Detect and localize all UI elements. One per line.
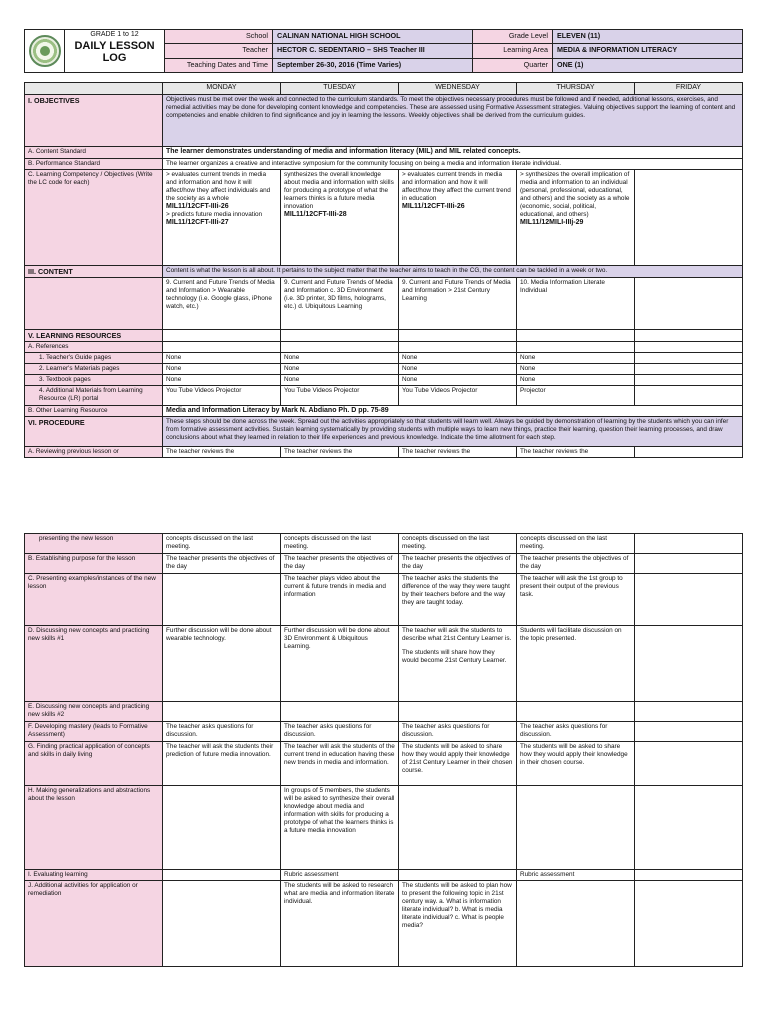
quarter-label: Quarter [473, 58, 553, 72]
purpose-wed: The teacher presents the objectives of the day [399, 554, 517, 574]
discussing-1-thu: Students will facilitate discussion on the topic presented. [517, 626, 635, 702]
discussing-1-wed-text2: The students will share how they would become 21st Century Learner. [402, 649, 507, 664]
am-fri [635, 385, 743, 405]
references-empty-wed [399, 341, 517, 352]
discussing-1-wed [399, 626, 517, 702]
content-standard-label: A. Content Standard [25, 146, 163, 158]
competency-tuesday-code: MIL11/12CFT-IIIi-28 [284, 210, 347, 218]
references-empty-thu [517, 341, 635, 352]
teacher-value: HECTOR C. SEDENTARIO – SHS Teacher III [273, 44, 473, 58]
evaluating-thu: Rubric assessment [517, 870, 635, 881]
application-mon: The teacher will ask the students their prediction of future media innovation. [163, 742, 281, 786]
resources-empty-mon [163, 329, 281, 341]
teaching-dates-label: Teaching Dates and Time [165, 58, 273, 72]
day-friday: FRIDAY [635, 83, 743, 95]
content-label: III. CONTENT [25, 265, 163, 277]
review-wed-part2: concepts discussed on the last meeting. [399, 534, 517, 554]
purpose-thu: The teacher presents the objectives of the day [517, 554, 635, 574]
header-table [24, 29, 743, 73]
teaching-dates-value: September 26-30, 2016 (Time Varies) [273, 58, 473, 72]
learners-materials-label: 2. Learner's Materials pages [25, 363, 163, 374]
learning-area-value: MEDIA & INFORMATION LITERACY [553, 44, 743, 58]
discussing-2-tue [281, 702, 399, 722]
references-label: A. References [25, 341, 163, 352]
additional-activities-label: J. Additional activities for application or remediation [25, 881, 163, 967]
lm-thu: None [517, 363, 635, 374]
content-topics-label-cell [25, 277, 163, 329]
discussing-2-mon [163, 702, 281, 722]
mastery-label: F. Developing mastery (leads to Formative Assessment) [25, 722, 163, 742]
application-fri [635, 742, 743, 786]
competency-thursday [517, 169, 635, 265]
daily-lesson-title: DAILY LESSON [74, 39, 155, 52]
mastery-thu: The teacher asks questions for discussion. [517, 722, 635, 742]
additional-activities-thu [517, 881, 635, 967]
performance-standard-label: B. Performance Standard [25, 158, 163, 169]
generalization-thu [517, 786, 635, 870]
grade-level-value: ELEVEN (11) [553, 30, 743, 44]
generalization-fri [635, 786, 743, 870]
discussing-2-wed [399, 702, 517, 722]
content-thursday: 10. Media Information Literate Individual [517, 277, 635, 329]
resources-empty-fri [635, 329, 743, 341]
review-thu-part2: concepts discussed on the last meeting. [517, 534, 635, 554]
day-monday: MONDAY [163, 83, 281, 95]
lm-fri [635, 363, 743, 374]
competency-tuesday [281, 169, 399, 265]
lesson-table-page1 [24, 82, 743, 458]
application-thu: The students will be asked to share how they would apply their knowledge in their chosen course. [517, 742, 635, 786]
tg-mon: None [163, 352, 281, 363]
discussing-1-mon: Further discussion will be done about wearable technology. [163, 626, 281, 702]
content-friday [635, 277, 743, 329]
discussing-1-tue: Further discussion will be done about 3D Environment & Ubiquitous Learning. [281, 626, 399, 702]
learning-resources-label: V. LEARNING RESOURCES [25, 329, 163, 341]
performance-standard-text: The learner organizes a creative and interactive symposium for the community focusing on being a media and information literate individual. [163, 158, 743, 169]
teacher-label: Teacher [165, 44, 273, 58]
references-empty-mon [163, 341, 281, 352]
am-mon: You Tube Videos Projector [163, 385, 281, 405]
mastery-mon: The teacher asks questions for discussion. [163, 722, 281, 742]
purpose-fri [635, 554, 743, 574]
evaluating-label: I. Evaluating learning [25, 870, 163, 881]
discussing-2-fri [635, 702, 743, 722]
school-label: School [165, 30, 273, 44]
discussing-2-label: E. Discussing new concepts and practicing new skills #2 [25, 702, 163, 722]
references-empty-fri [635, 341, 743, 352]
competency-monday-text1: > evaluates current trends in media and information and how it will affect/how they affect individuals and the society as a whole [166, 170, 271, 202]
additional-materials-label: 4. Additional Materials from Learning Resource (LR) portal [25, 385, 163, 405]
examples-label: C. Presenting examples/instances of the new lesson [25, 574, 163, 626]
objectives-label: I. OBJECTIVES [25, 94, 163, 146]
other-resource-label: B. Other Learning Resource [25, 405, 163, 417]
generalization-label: H. Making generalizations and abstractions about the lesson [25, 786, 163, 870]
purpose-mon: The teacher presents the objectives of the day [163, 554, 281, 574]
evaluating-mon [163, 870, 281, 881]
review-thu-part1: The teacher reviews the [517, 447, 635, 458]
tb-wed: None [399, 374, 517, 385]
competency-wednesday-text: > evaluates current trends in media and information and how it will affect/how they affect the current trend in education [402, 170, 511, 202]
school-value: CALINAN NATIONAL HIGH SCHOOL [273, 30, 473, 44]
application-label: G. Finding practical application of concepts and skills in daily living [25, 742, 163, 786]
competency-friday [635, 169, 743, 265]
am-thu: Projector [517, 385, 635, 405]
competency-wednesday-code: MIL11/12CFT-IIIi-26 [402, 202, 465, 210]
review-lesson-label-part1: A. Reviewing previous lesson or [25, 447, 163, 458]
additional-activities-fri [635, 881, 743, 967]
learning-area-label: Learning Area [473, 44, 553, 58]
day-thursday: THURSDAY [517, 83, 635, 95]
lesson-table-page2 [24, 533, 743, 967]
review-mon-part1: The teacher reviews the [163, 447, 281, 458]
generalization-tue: In groups of 5 members, the students will be asked to synthesize their overall knowledge about media and information with skills for producing a prototype of what the learners thinks is a future media innovation [281, 786, 399, 870]
quarter-value: ONE (1) [553, 58, 743, 72]
mastery-tue: The teacher asks questions for discussion. [281, 722, 399, 742]
tg-wed: None [399, 352, 517, 363]
discussing-2-thu [517, 702, 635, 722]
competency-note: (Write the LC code for each) [28, 170, 153, 186]
mastery-fri [635, 722, 743, 742]
log-title: LOG [102, 52, 127, 65]
review-mon-part2: concepts discussed on the last meeting. [163, 534, 281, 554]
examples-fri [635, 574, 743, 626]
examples-wed: The teacher asks the students the difference of the way they were taught by their teachers before and the way they are taught today. [399, 574, 517, 626]
evaluating-wed [399, 870, 517, 881]
competency-monday-code1: MIL11/12CFT-IIIi-26 [166, 202, 229, 210]
discussing-1-wed-text1: The teacher will ask the students to describe what 21st Century Learner is. [402, 627, 512, 642]
mastery-wed: The teacher asks questions for discussion. [399, 722, 517, 742]
examples-thu: The teacher will ask the 1st group to present their output of the previous task. [517, 574, 635, 626]
day-tuesday: TUESDAY [281, 83, 399, 95]
additional-activities-wed: The students will be asked to plan how to present the following topic in 21st century way. a. What is information literate individual? b. What is media literate individual? c. What is people media? [399, 881, 517, 967]
am-tue: You Tube Videos Projector [281, 385, 399, 405]
lesson-log-title [65, 30, 165, 73]
day-wednesday: WEDNESDAY [399, 83, 517, 95]
application-wed: The students will be asked to share how they would apply their knowledge of 21st Century Learner in their chosen course. [399, 742, 517, 786]
review-lesson-label-part2: presenting the new lesson [25, 534, 163, 554]
grade-level-label: Grade Level [473, 30, 553, 44]
evaluating-tue: Rubric assessment [281, 870, 399, 881]
discussing-1-label: D. Discussing new concepts and practicing new skills #1 [25, 626, 163, 702]
content-standard-text: The learner demonstrates understanding of media and information literacy (MIL) and MIL related concepts. [163, 146, 743, 158]
application-tue: The teacher will ask the students of the current trend in education having these new trends in media and information. [281, 742, 399, 786]
review-tue-part2: concepts discussed on the last meeting. [281, 534, 399, 554]
textbook-label: 3. Textbook pages [25, 374, 163, 385]
purpose-tue: The teacher presents the objectives of the day [281, 554, 399, 574]
school-logo-cell [25, 30, 65, 73]
review-tue-part1: The teacher reviews the [281, 447, 399, 458]
additional-activities-mon [163, 881, 281, 967]
purpose-label: B. Establishing purpose for the lesson [25, 554, 163, 574]
additional-activities-tue: The students will be asked to research what are media and information literate individual. [281, 881, 399, 967]
tb-tue: None [281, 374, 399, 385]
competency-wednesday [399, 169, 517, 265]
resources-empty-wed [399, 329, 517, 341]
content-text: Content is what the lesson is all about. It pertains to the subject matter that the teacher aims to teach in the CG, the content can be tackled in a week or two. [163, 265, 743, 277]
generalization-wed [399, 786, 517, 870]
review-wed-part1: The teacher reviews the [399, 447, 517, 458]
procedure-label: VI. PROCEDURE [25, 417, 163, 447]
tb-thu: None [517, 374, 635, 385]
objectives-text: Objectives must be met over the week and connected to the curriculum standards. To meet the objectives necessary procedures must be followed and if needed, additional lessons, exercises, and remedial activities may be done for developing content knowledge and competencies. These are assessed using Formative Assessment strategies. Valuing objectives support the learning of content and competencies and enable children to find significance and joy in learning the lessons. Weekly objectives shall be derived from the curriculum guides. [163, 94, 743, 146]
tb-mon: None [163, 374, 281, 385]
am-wed: You Tube Videos Projector [399, 385, 517, 405]
teachers-guide-label: 1. Teacher's Guide pages [25, 352, 163, 363]
competency-monday-text2: > predicts future media innovation [166, 211, 263, 219]
grade-range-label: GRADE 1 to 12 [90, 31, 139, 38]
content-monday: 9. Current and Future Trends of Media and Information > Wearable technology (i.e. Google glass, iPhone watch, etc.) [163, 277, 281, 329]
resources-empty-thu [517, 329, 635, 341]
competency-thursday-code: MIL11/12MILI-IIIj-29 [520, 218, 584, 226]
competency-monday [163, 169, 281, 265]
references-empty-tue [281, 341, 399, 352]
learning-competency-label [25, 169, 163, 265]
generalization-mon [163, 786, 281, 870]
corner-cell [25, 83, 163, 95]
examples-tue: The teacher plays video about the current & future trends in media and information [281, 574, 399, 626]
competency-title: C. Learning Competency / Objectives [28, 170, 134, 178]
lm-mon: None [163, 363, 281, 374]
tb-fri [635, 374, 743, 385]
other-resource-text: Media and Information Literacy by Mark N. Abdiano Ph. D pp. 75-89 [163, 405, 743, 417]
lm-wed: None [399, 363, 517, 374]
content-wednesday: 9. Current and Future Trends of Media and Information > 21st Century Learning [399, 277, 517, 329]
tg-tue: None [281, 352, 399, 363]
school-seal-icon [29, 35, 61, 67]
evaluating-fri [635, 870, 743, 881]
resources-empty-tue [281, 329, 399, 341]
competency-thursday-text: > synthesizes the overall implication of media and information to an individual (personal, professional, educational, and others) and the society as a whole (economic, social, political, educational, and others) [520, 170, 630, 218]
examples-mon [163, 574, 281, 626]
review-fri-part2 [635, 534, 743, 554]
review-fri-part1 [635, 447, 743, 458]
competency-tuesday-text: synthesizes the overall knowledge about media and information with skills for producing a prototype of what the learners thinks is a future media innovation [284, 170, 394, 210]
tg-thu: None [517, 352, 635, 363]
content-tuesday: 9. Current and Future Trends of Media and Information c. 3D Environment (i.e. 3D printer, 3D films, holograms, etc.) d. Ubiquitous Learning [281, 277, 399, 329]
competency-monday-code2: MIL11/12CFT-IIIi-27 [166, 219, 229, 227]
lm-tue: None [281, 363, 399, 374]
discussing-1-fri [635, 626, 743, 702]
procedure-text: These steps should be done across the week. Spread out the activities appropriately so that students will learn well. Always be guided by demonstration of learning by the students which you can infer from formative assessment activities. Sustain learning systematically by providing students with multiple ways to learn new things, practice their learning, question their learning processes, and draw conclusions about what they learned in relation to their life experiences and previous knowledge. Indicate the time allotment for each step. [163, 417, 743, 447]
tg-fri [635, 352, 743, 363]
